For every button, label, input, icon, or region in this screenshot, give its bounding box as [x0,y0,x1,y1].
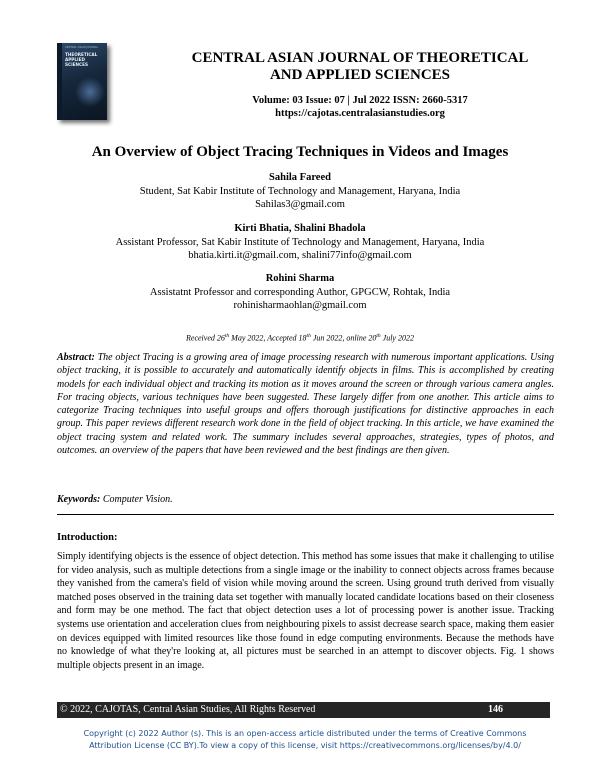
cover-top-text: CENTRAL ASIAN JOURNAL [65,46,99,49]
cover-spine [57,43,62,120]
author-block-2 [0,222,600,262]
journal-cover-image [57,43,107,120]
abstract-text: The object Tracing is a growing area of image processing research with numerous important applications. Using object tracking, it is possible to accurately and automatically identify objects in films. This is accomplished by creating models for each individual object and tracking its motion as it moves around the screen or through various camera angles. For tracing objects, various techniques have been suggested. These largely differ from one another. This article aims to categorize Tracing techniques into useful groups and offers thorough justifications for distinctive approaches in each group. This paper reviews different research work done in the field of object tracking. In this article, we have examined the object tracing system and related work. The summary includes several approaches, strategies, types of photos, and outcomes. an overview of the papers that have been reviewed and the best findings are then given. [57,352,554,457]
footer-bar [57,702,550,718]
author-email: rohinisharmaohlan@gmail.com [233,300,367,311]
license-notice [65,728,545,752]
footer-copyright: © 2022, CAJOTAS, Central Asian Studies, All Rights Reserved [60,704,316,715]
journal-title-line2: AND APPLIED SCIENCES [269,67,451,83]
license-line2: Attribution License (CC BY).To view a copy of this license, visit https://creativecommons.org/licenses/by/4.0/ [89,741,521,750]
introduction-text: Simply identifying objects is the essence of object detection. This method has some issues that make it challenging to utilise for video analysis, such as multiple detections from a single image or the inability to connect objects across frames because they vanished from the camera's field of vision while moving around the screen. Using ground truth derived from visually matched poses observed in the training data set together with manually located candidate locations based on their closeness and form may be one method. The fact that object detection uses a lot of processing power is another issue. Tracking systems use orientation and acceleration clues from neighbouring pixels to assist decrease search space, making them easier on devices equipped with limited resources like those found in edge computing environments. Because the methods have no knowledge of what they're looking at, all pictures must be searched in an attempt to discover objects. Fig. 1 shows multiple objects present in an image. [57,551,554,671]
abstract [57,351,554,457]
journal-title [150,50,570,84]
author-affiliation: Assistant Professor, Sat Kabir Institute of Technology and Management, Haryana, India [115,237,485,248]
license-line1: Copyright (c) 2022 Author (s). This is an open-access article distributed under the terms of Creative Commons [83,729,527,738]
keywords [57,494,173,505]
section-divider [57,514,554,515]
keywords-text: Computer Vision. [100,494,173,505]
abstract-label: Abstract: [57,352,95,363]
author-name: Kirti Bhatia, Shalini Bhadola [234,223,366,234]
volume-issue: Volume: 03 Issue: 07 | Jul 2022 ISSN: 2660-5317 [252,95,468,106]
introduction-heading: Introduction: [57,532,118,543]
journal-title-line1: CENTRAL ASIAN JOURNAL OF THEORETICAL [191,50,529,66]
author-name: Sahila Fareed [269,172,331,183]
author-affiliation: Assistatnt Professor and corresponding Author, GPGCW, Rohtak, India [149,287,451,298]
keywords-label: Keywords: [57,494,101,505]
cover-artwork [75,77,105,107]
author-block-3 [0,272,600,312]
author-name: Rohini Sharma [265,273,335,284]
author-block-1 [0,171,600,211]
received-dates: Received 26th May 2022, Accepted 18th Jun 2022, online 20th July 2022 [186,333,414,343]
author-email: bhatia.kirti.it@gmail.com, shalini77info@gmail.com [188,250,412,261]
page-number: 146 [488,704,503,715]
paper-title: An Overview of Object Tracing Techniques in Videos and Images [91,144,509,160]
journal-url: https://cajotas.centralasianstudies.org [275,108,445,119]
author-email: Sahilas3@gmail.com [255,199,345,210]
author-affiliation: Student, Sat Kabir Institute of Technology and Management, Haryana, India [139,186,461,197]
cover-title-text: THEORETICAL APPLIED SCIENCES [65,52,98,67]
